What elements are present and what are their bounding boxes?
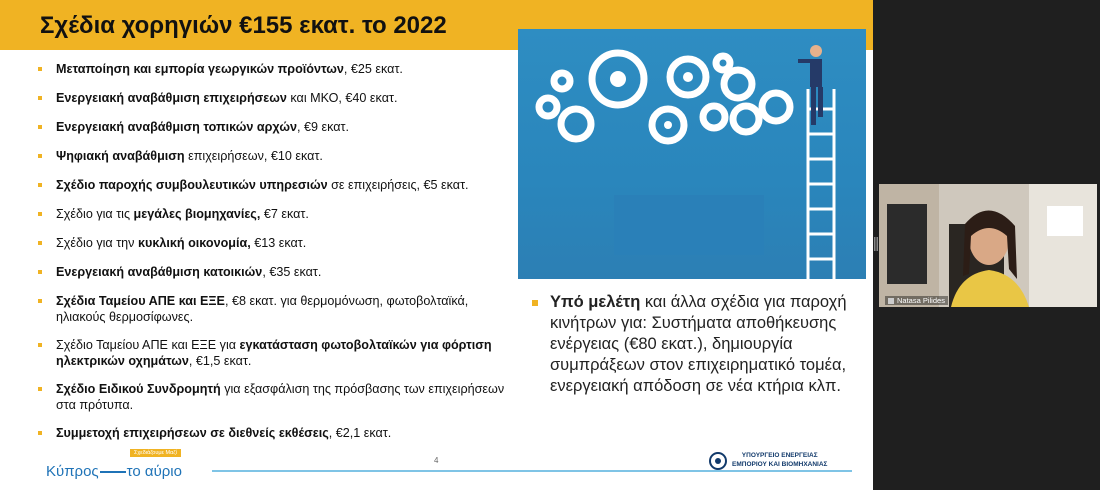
list-item: Ενεργειακή αναβάθμιση κατοικιών, €35 εκατ. — [38, 265, 508, 281]
ministry-logo: ΥΠΟΥΡΓΕΙΟ ΕΝΕΡΓΕΙΑΣ ΕΜΠΟΡΙΟΥ ΚΑΙ ΒΙΟΜΗΧΑΝΙΑΣ — [708, 451, 858, 471]
list-item: Μεταποίηση και εμπορία γεωργικών προϊόντων, €25 εκατ. — [38, 62, 508, 78]
slide-title: Σχέδια χορηγιών €155 εκατ. το 2022 — [40, 12, 447, 39]
businessman-figure — [798, 45, 823, 125]
signal-icon — [888, 298, 894, 304]
logo-text: Κύπρος το αύριο — [46, 463, 182, 480]
list-item: Σχέδια Ταμείου ΑΠΕ και ΕΞΕ, €8 εκατ. για θερμομόνωση, φωτοβολταϊκά, ηλιακούς θερμοσίφωνες. — [38, 294, 508, 325]
gears-ladder-illustration — [518, 29, 866, 279]
list-item: Ενεργειακή αναβάθμιση τοπικών αρχών, €9 εκατ. — [38, 120, 508, 136]
list-item: Ψηφιακή αναβάθμιση επιχειρήσεων, €10 εκατ. — [38, 149, 508, 165]
list-item: Ενεργειακή αναβάθμιση επιχειρήσεων και ΜΚΟ, €40 εκατ. — [38, 91, 508, 107]
list-item: Σχέδιο Ειδικού Συνδρομητή για εξασφάλιση της πρόσβασης των επιχειρήσεων στα πρότυπα. — [38, 382, 508, 413]
list-item: Σχέδιο παροχής συμβουλευτικών υπηρεσιών σε επιχειρήσεις, €5 εκατ. — [38, 178, 508, 194]
under-study-note: Υπό μελέτη και άλλα σχέδια για παροχή κινήτρων για: Συστήματα αποθήκευσης ενέργειας (€80 εκατ.), δημιουργία συμπράξεων στον επιχειρηματικό τομέα, ενεργειακή απόδοση σε νέα κτήρια κλπ. — [532, 292, 852, 397]
participant-video[interactable] — [879, 184, 1097, 307]
logo-badge: Σχεδιάζουμε Μαζί — [130, 449, 181, 457]
list-item: Σχέδιο για τις μεγάλες βιομηχανίες, €7 εκατ. — [38, 207, 508, 223]
participant-video-frame — [879, 184, 1097, 307]
list-item: Συμμετοχή επιχειρήσεων σε διεθνείς εκθέσεις, €2,1 εκατ. — [38, 426, 508, 442]
list-item: Σχέδιο για την κυκλική οικονομία, €13 εκατ. — [38, 236, 508, 252]
ministry-emblem-icon — [708, 451, 728, 471]
gears-icon — [518, 29, 866, 279]
page-number: 4 — [434, 456, 439, 465]
list-item: Σχέδιο Ταμείου ΑΠΕ και ΕΞΕ για εγκατάσταση φωτοβολταϊκών για φόρτιση ηλεκτρικών οχημάτων, €1,5 εκατ. — [38, 338, 508, 369]
participant-name-label: Natasa Pilides — [885, 296, 948, 305]
